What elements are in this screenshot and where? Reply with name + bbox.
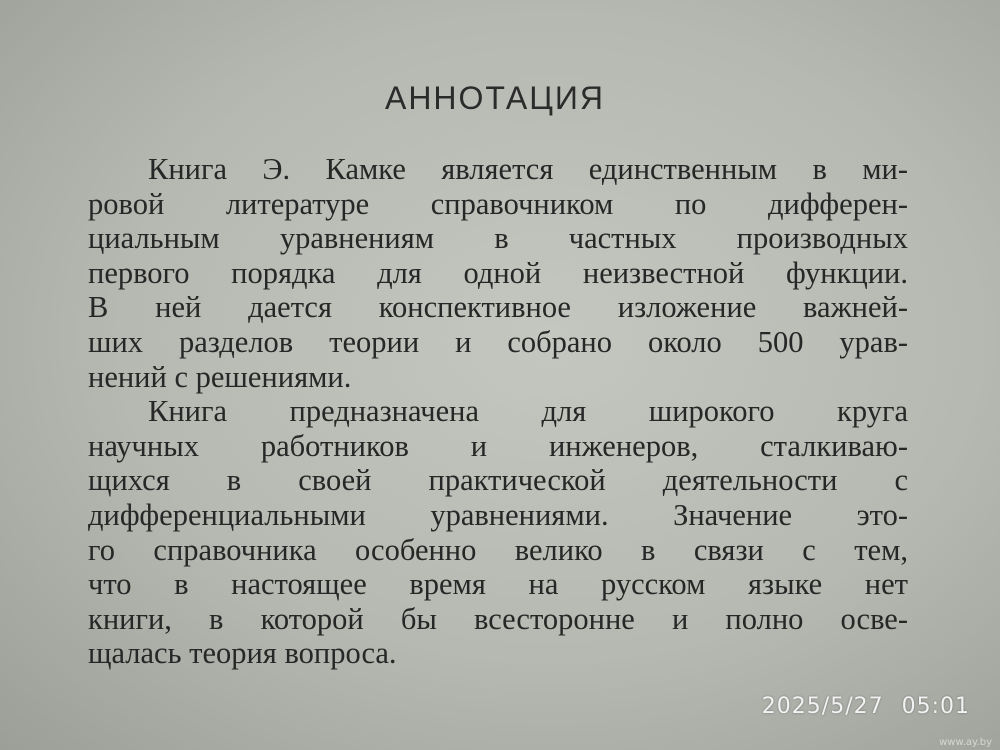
photo-timestamp: 2025/5/27 05:01	[761, 694, 970, 719]
text-line: циальным уравнениям в частных производных	[88, 221, 908, 256]
text-line: первого порядка для одной неизвестной функции.	[88, 255, 908, 290]
text-line: нений с решениями.	[88, 359, 352, 394]
text-line: книги, в которой бы всесторонне и полно осве-	[88, 601, 908, 636]
text-line: щихся в своей практической деятельности с	[88, 463, 908, 498]
text-line: дифференциальными уравнениями. Значение это-	[88, 497, 908, 532]
text-line: го справочника особенно велико в связи с тем,	[88, 532, 908, 567]
text-line: ровой литературе справочником по дифферен-	[88, 186, 908, 221]
watermark: www.ay.by	[939, 737, 992, 748]
text-line: В ней дается конспективное изложение важней-	[88, 290, 908, 325]
text-line: Книга Э. Камке является единственным в ми-	[148, 152, 908, 186]
page-title-text: АННОТАЦИЯ	[384, 80, 606, 116]
text-line: научных работников и инженеров, сталкиваю-	[88, 428, 908, 463]
text-line: ших разделов теории и собрано около 500 урав-	[88, 324, 908, 359]
page-title	[0, 80, 1000, 117]
text-line: что в настоящее время на русском языке нет	[88, 567, 908, 602]
annotation-text-block	[88, 152, 908, 671]
text-line: Книга предназначена для широкого круга	[148, 394, 908, 429]
text-line: щалась теория вопроса.	[88, 636, 397, 671]
